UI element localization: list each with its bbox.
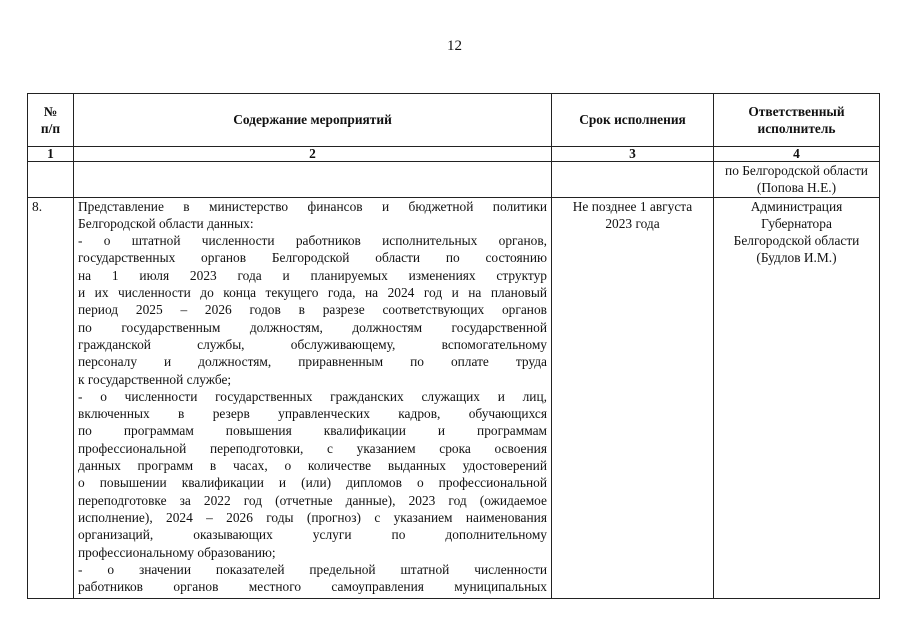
responsible-line: по Белгородской области (725, 163, 868, 178)
content-line: данных программ в часах, о количестве выданных удостоверений (78, 458, 547, 474)
column-number: 4 (714, 147, 880, 162)
cell-responsible (714, 162, 880, 198)
cell-content (74, 162, 552, 198)
cell-content (74, 197, 552, 598)
content-line: профессиональной переподготовки, с указанием срока освоения (78, 440, 547, 456)
header-content: Содержание мероприятий (74, 94, 552, 147)
content-line: исполнение), 2024 – 2026 годы (прогноз) с указанием наименования (78, 509, 547, 525)
cell-deadline (552, 162, 714, 198)
content-line: и их численности до конца текущего года, на 2024 год и на плановый (78, 285, 547, 301)
content-line: профессиональному образованию; (78, 544, 276, 560)
deadline-line: 2023 года (605, 215, 660, 231)
content-line: по программам повышения квалификации и программам (78, 423, 547, 439)
header-num: № п/п (28, 94, 74, 147)
table-row (28, 197, 880, 598)
column-numbers-row (28, 147, 880, 162)
responsible-line: Администрация (750, 198, 843, 214)
content-line: - о штатной численности работников исполнительных органов, (78, 233, 547, 249)
events-table (27, 93, 880, 599)
responsible-line: (Попова Н.Е.) (756, 180, 837, 196)
content-line: - о численности государственных гражданских служащих и лиц, (78, 388, 547, 404)
responsible-line: (Будлов И.М.) (756, 250, 837, 266)
cell-deadline (552, 197, 714, 598)
deadline-line: Не позднее 1 августа (572, 198, 693, 214)
header-row (28, 94, 880, 147)
header-responsible: Ответственный исполнитель (714, 94, 880, 147)
content-line: гражданской службы, обслуживающему, вспомогательному (78, 336, 547, 352)
content-line: организаций, оказывающих услуги по дополнительному (78, 527, 547, 543)
cell-num (28, 162, 74, 198)
content-line: период 2025 – 2026 годов в разрезе соответствующих органов (78, 302, 547, 318)
content-line: Представление в министерство финансов и бюджетной политики (78, 198, 547, 214)
content-line: персоналу и должностям, приравненным по оплате труда (78, 354, 547, 370)
header-deadline: Срок исполнения (552, 94, 714, 147)
content-line: - о значении показателей предельной штатной численности (78, 561, 547, 577)
content-paragraph (78, 198, 547, 596)
column-number: 3 (552, 147, 714, 162)
content-line: о повышении квалификации и (или) дипломов о профессиональной (78, 475, 547, 491)
page-number: 12 (447, 38, 462, 54)
responsible-line: Губернатора (761, 215, 832, 231)
content-line: к государственной службе; (78, 371, 232, 387)
cell-responsible (714, 197, 880, 598)
content-line: государственных органов Белгородской области по состоянию (78, 250, 547, 266)
column-number: 2 (74, 147, 552, 162)
content-line: Белгородской области данных: (78, 215, 254, 231)
content-line: по государственным должностям, должностям государственной (78, 319, 547, 335)
content-line: на 1 июля 2023 года и планируемых изменениях структур (78, 267, 547, 283)
table-row (28, 162, 880, 198)
column-number: 1 (28, 147, 74, 162)
cell-num: 8. (28, 197, 74, 598)
content-line: работников органов местного самоуправления муниципальных (78, 579, 547, 595)
content-line: включенных в резерв управленческих кадров, обучающихся (78, 406, 547, 422)
responsible-line: Белгородской области (733, 233, 860, 249)
content-line: переподготовке за 2022 год (отчетные данные), 2023 год (ожидаемое (78, 492, 547, 508)
